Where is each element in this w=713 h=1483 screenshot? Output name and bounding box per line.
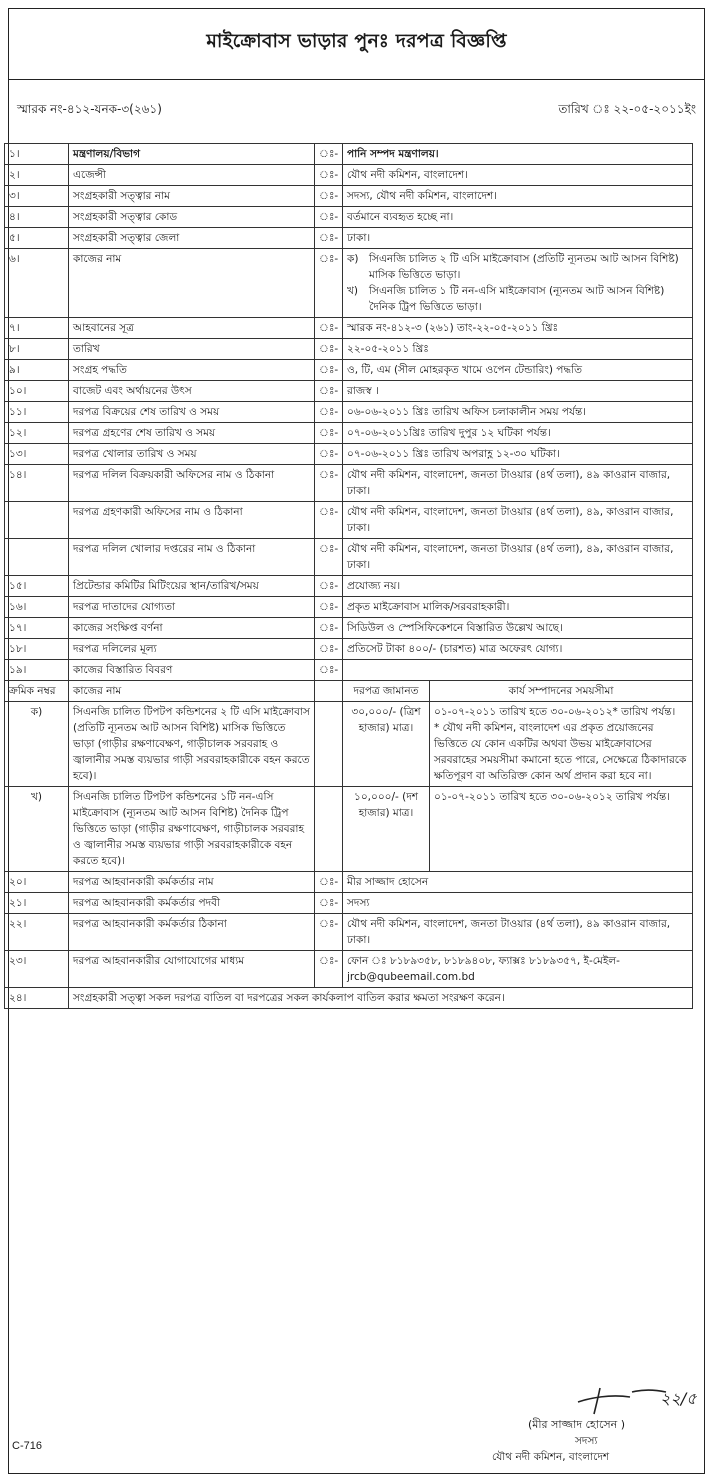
row-number: ২। (5, 165, 69, 186)
row-separator: ঃ- (315, 381, 343, 402)
row-separator: ঃ- (315, 951, 343, 988)
row-text: সংগ্রহকারী সত্ত্বা সকল দরপত্র বাতিল বা দরপত্রের সকল কার্যকলাপ বাতিল করার ক্ষমতা সংরক্ষণ করেন। (69, 988, 693, 1009)
table-row (5, 165, 693, 186)
header-time-limit: কার্য সম্পাদনের সময়সীমা (430, 681, 693, 702)
row-number (5, 539, 69, 576)
row-label: কাজের বিস্তারিত বিবরণ (69, 660, 315, 681)
row-number: ৮। (5, 339, 69, 360)
row-value (343, 660, 693, 681)
work-time-text: ০১-০৭-২০১১ তারিখ হতে ৩০-০৬-২০১২* তারিখ পর্যন্ত। (434, 706, 676, 718)
row-separator: ঃ- (315, 502, 343, 539)
row-value: যৌথ নদী কমিশন, বাংলাদেশ, জনতা টাওয়ার (৪র্থ তলা), ৪৯ কাওরান বাজার, ঢাকা। (343, 914, 693, 951)
row-value: ০৬-০৬-২০১১ খ্রিঃ তারিখ অফিস চলাকালীন সময় পর্যন্ত। (343, 402, 693, 423)
table-row (5, 318, 693, 339)
row-number: ১। (5, 144, 69, 165)
work-table-header (5, 681, 693, 702)
row-number: ২১। (5, 893, 69, 914)
row-value: ২২-০৫-২০১১ খ্রিঃ (343, 339, 693, 360)
row-value: সদস্য, যৌথ নদী কমিশন, বাংলাদেশ। (343, 186, 693, 207)
row-number: ২২। (5, 914, 69, 951)
row-value: ও, টি, এম (সীল মোহরকৃত খামে ওপেন টেন্ডারিং) পদ্ধতি (343, 360, 693, 381)
title-divider (9, 79, 704, 80)
row-separator: ঃ- (315, 339, 343, 360)
table-row (5, 444, 693, 465)
row-value: সিডিউল ও স্পেসিফিকেশনে বিস্তারিত উল্লেখ আছে। (343, 618, 693, 639)
row-number: ১২। (5, 423, 69, 444)
row-value: স্মারক নং-৪১২-৩ (২৬১) তাং-২২-০৫-২০১১ খ্রিঃ (343, 318, 693, 339)
table-row (5, 402, 693, 423)
row-separator: ঃ- (315, 423, 343, 444)
row-label: দরপত্র বিক্রয়ের শেষ তারিখ ও সময় (69, 402, 315, 423)
row-label: দরপত্র আহবানকারী কর্মকর্তার নাম (69, 872, 315, 893)
row-separator: ঃ- (315, 186, 343, 207)
table-row (5, 228, 693, 249)
row-number: ৩। (5, 186, 69, 207)
table-row (5, 597, 693, 618)
work-row (5, 702, 693, 787)
row-label: এজেন্সী (69, 165, 315, 186)
work-spacer (315, 787, 343, 872)
work-security: ১০,০০০/- (দশ হাজার) মাত্র। (343, 787, 430, 872)
row-value: পানি সম্পদ মন্ত্রণালয়। (343, 144, 693, 165)
row-number: ১৫। (5, 576, 69, 597)
signatory-organization: যৌথ নদী কমিশন, বাংলাদেশ (492, 1451, 610, 1463)
row-label: তারিখ (69, 339, 315, 360)
table-row (5, 872, 693, 893)
row-label: দরপত্র গ্রহণকারী অফিসের নাম ও ঠিকানা (69, 502, 315, 539)
row-separator: ঃ- (315, 576, 343, 597)
row-separator: ঃ- (315, 165, 343, 186)
row-number (5, 502, 69, 539)
row-separator: ঃ- (315, 144, 343, 165)
header-spacer (315, 681, 343, 702)
work-time-limit (430, 787, 693, 872)
row-separator: ঃ- (315, 249, 343, 318)
row-value: ঢাকা। (343, 228, 693, 249)
memo-number: স্মারক নং-৪১২-যনক-৩(২৬১) (17, 102, 162, 116)
row-label: দরপত্র দলিল খোলার দপ্তরের নাম ও ঠিকানা (69, 539, 315, 576)
row-value: ০৭-০৬-২০১১খ্রিঃ তারিখ দুপুর ১২ ঘটিকা পর্যন্ত। (343, 423, 693, 444)
row-number: ১৪। (5, 465, 69, 502)
row-number: ২৪। (5, 988, 69, 1009)
row-label: সংগ্রহকারী সত্ত্বার জেলা (69, 228, 315, 249)
tender-table (4, 143, 693, 1009)
row-number: ১৭। (5, 618, 69, 639)
row-number: ৬। (5, 249, 69, 318)
row-separator: ঃ- (315, 660, 343, 681)
row-value: ফোন ঃ ৮১৮৯৩৫৮, ৮১৮৯৪০৮, ফ্যাক্সঃ ৮১৮৯৩৫৭, ই-মেইল- jrcb@qubeemail.com.bd (343, 951, 693, 988)
row-value (343, 249, 693, 318)
row-value: প্রযোজ্য নয়। (343, 576, 693, 597)
table-row (5, 144, 693, 165)
row-value: প্রতিসেট টাকা ৪০০/- (চারশত) মাত্র অফেরৎ যোগ্য। (343, 639, 693, 660)
row-number: ৭। (5, 318, 69, 339)
row-separator: ঃ- (315, 914, 343, 951)
table-row (5, 381, 693, 402)
row-label: দরপত্র খোলার তারিখ ও সময় (69, 444, 315, 465)
row-value: ০৭-০৬-২০১১ খ্রিঃ তারিখ অপরাহ্ণ ১২-৩০ ঘটিকা। (343, 444, 693, 465)
row-separator: ঃ- (315, 402, 343, 423)
table-row (5, 618, 693, 639)
table-row (5, 465, 693, 502)
row-separator: ঃ- (315, 597, 343, 618)
row-separator: ঃ- (315, 639, 343, 660)
table-row (5, 914, 693, 951)
work-time-text: ০১-০৭-২০১১ তারিখ হতে ৩০-০৬-২০১২ তারিখ পর্যন্ত। (434, 791, 670, 803)
row-value: মীর সাজ্জাদ হোসেন (343, 872, 693, 893)
work-spacer (315, 702, 343, 787)
signature-date-scrawl: ২২/৫ (660, 1389, 697, 1408)
row-label: আহবানের সূত্র (69, 318, 315, 339)
header-serial: ক্রমিক নম্বর (5, 681, 69, 702)
work-item-text: সিএনজি চালিত ১ টি নন-এসি মাইক্রোবাস (ন্যূনতম আট আসন বিশিষ্ট) দৈনিক ট্রিপ ভিত্তিতে ভাড়া। (369, 285, 665, 313)
row-separator: ঃ- (315, 228, 343, 249)
row-label: সংগ্রহ পদ্ধতি (69, 360, 315, 381)
table-row-work-names (5, 249, 693, 318)
row-separator: ঃ- (315, 318, 343, 339)
table-row (5, 186, 693, 207)
row-label: সংগ্রহকারী সত্ত্বার কোড (69, 207, 315, 228)
table-row (5, 207, 693, 228)
table-row (5, 502, 693, 539)
row-separator: ঃ- (315, 618, 343, 639)
notice-date: তারিখ ঃ ২২-০৫-২০১১ইং (558, 102, 696, 116)
table-row (5, 360, 693, 381)
row-label: কাজের নাম (69, 249, 315, 318)
row-separator: ঃ- (315, 360, 343, 381)
row-value: যৌথ নদী কমিশন, বাংলাদেশ, জনতা টাওয়ার (৪র্থ তলা), ৪৯, কাওরান বাজার, ঢাকা। (343, 539, 693, 576)
row-label: দরপত্র গ্রহণের শেষ তারিখ ও সময় (69, 423, 315, 444)
row-number: ১১। (5, 402, 69, 423)
row-value: যৌথ নদী কমিশন, বাংলাদেশ, জনতা টাওয়ার (৪র্থ তলা), ৪৯, কাওরান বাজার, ঢাকা। (343, 502, 693, 539)
row-label: দরপত্র আহবানকারী কর্মকর্তার ঠিকানা (69, 914, 315, 951)
row-label: বাজেট এবং অর্থায়নের উৎস (69, 381, 315, 402)
row-number: ১৩। (5, 444, 69, 465)
row-number: ২০। (5, 872, 69, 893)
row-value: প্রকৃত মাইক্রোবাস মালিক/সরবরাহকারী। (343, 597, 693, 618)
row-number: ৫। (5, 228, 69, 249)
row-separator: ঃ- (315, 465, 343, 502)
work-name: সিএনজি চালিত টিপটপ কন্ডিশনের ২ টি এসি মাইক্রোবাস (প্রতিটি ন্যূনতম আট আসন বিশিষ্ট) মাসিক ভিত্তিতে ভাড়া (গাড়ীর রক্ষণাবেক্ষণ, গাড়ীচালক সরবরাহ ও জ্বালানীর সমস্ত ব্যয়ভার গাড়ী সরবরাহকারীকে বহন করতে হবে)। (69, 702, 315, 787)
row-value: রাজস্ব । (343, 381, 693, 402)
row-number: ৪। (5, 207, 69, 228)
work-serial: খ) (5, 787, 69, 872)
table-row (5, 951, 693, 988)
work-item (347, 251, 688, 283)
document-code: C-716 (12, 1440, 42, 1452)
work-time-note: * যৌথ নদী কমিশন, বাংলাদেশ এর প্রকৃত প্রয়োজনের ভিত্তিতে যে কোন একটির অথবা উভয় মাইক্রোবাসের সরবরাহের সময়সীমা কমানো হতে পারে, সেক্ষেত্রে ঠিকাদারকে ক্ষতিপূরণ বা অতিরিক্ত কোন অর্থ প্রদান করা হবে না। (434, 722, 687, 782)
row-label: দরপত্র দাতাদের যোগ্যতা (69, 597, 315, 618)
work-item-label: খ) (347, 285, 358, 297)
work-name: সিএনজি চালিত টিপটপ কন্ডিশনের ১টি নন-এসি মাইক্রোবাস (ন্যূনতম আট আসন বিশিষ্ট) দৈনিক ট্রিপ ভিত্তিতে ভাড়া (গাড়ীর রক্ষণাবেক্ষণ, গাড়ীচালক সরবরাহ ও জ্বালানীর সমস্ত ব্যয়ভার গাড়ী সরবরাহকারীকে বহন করতে হবে)। (69, 787, 315, 872)
table-row (5, 423, 693, 444)
row-label: সংগ্রহকারী সত্ত্বার নাম (69, 186, 315, 207)
row-number: ১৮। (5, 639, 69, 660)
row-separator: ঃ- (315, 872, 343, 893)
table-row-reservation (5, 988, 693, 1009)
row-value: যৌথ নদী কমিশন, বাংলাদেশ, জনতা টাওয়ার (৪র্থ তলা), ৪৯ কাওরান বাজার, ঢাকা। (343, 465, 693, 502)
row-separator: ঃ- (315, 539, 343, 576)
table-row (5, 576, 693, 597)
table-row (5, 660, 693, 681)
work-time-limit (430, 702, 693, 787)
row-label: কাজের সংক্ষিপ্ত বর্ণনা (69, 618, 315, 639)
row-value: বর্তমানে ব্যবহৃত হচ্ছে না। (343, 207, 693, 228)
row-label: প্রিটেন্ডার কমিটির মিটিংয়ের স্থান/তারিখ/সময় (69, 576, 315, 597)
row-number: ১০। (5, 381, 69, 402)
row-value: যৌথ নদী কমিশন, বাংলাদেশ। (343, 165, 693, 186)
work-serial: ক) (5, 702, 69, 787)
header-work-name: কাজের নাম (69, 681, 315, 702)
row-number: ২৩। (5, 951, 69, 988)
row-separator: ঃ- (315, 893, 343, 914)
table-row (5, 893, 693, 914)
signatory-title: সদস্য (575, 1435, 598, 1447)
notice-title: মাইক্রোবাস ভাড়ার পুনঃ দরপত্র বিজ্ঞপ্তি (206, 30, 507, 52)
header-security: দরপত্র জামানত (343, 681, 430, 702)
work-item (347, 283, 688, 315)
row-number: ১৬। (5, 597, 69, 618)
table-row (5, 539, 693, 576)
row-label: দরপত্র দলিল বিক্রয়কারী অফিসের নাম ও ঠিকানা (69, 465, 315, 502)
table-row (5, 639, 693, 660)
work-row (5, 787, 693, 872)
row-number: ৯। (5, 360, 69, 381)
row-separator: ঃ- (315, 207, 343, 228)
row-separator: ঃ- (315, 444, 343, 465)
row-label: দরপত্র আহবানকারীর যোগাযোগের মাধ্যম (69, 951, 315, 988)
row-number: ১৯। (5, 660, 69, 681)
row-label: দরপত্র দলিলের মূল্য (69, 639, 315, 660)
row-label: মন্ত্রণালয়/বিভাগ (69, 144, 315, 165)
work-security: ৩০,০০০/- (ত্রিশ হাজার) মাত্র। (343, 702, 430, 787)
work-item-label: ক) (347, 253, 359, 265)
row-value: সদস্য (343, 893, 693, 914)
row-label: দরপত্র আহবানকারী কর্মকর্তার পদবী (69, 893, 315, 914)
work-item-text: সিএনজি চালিত ২ টি এসি মাইক্রোবাস (প্রতিটি ন্যূনতম আট আসন বিশিষ্ট) মাসিক ভিত্তিতে ভাড়া। (369, 253, 679, 281)
table-row (5, 339, 693, 360)
signatory-name: (মীর সাজ্জাদ হোসেন ) (528, 1418, 626, 1431)
